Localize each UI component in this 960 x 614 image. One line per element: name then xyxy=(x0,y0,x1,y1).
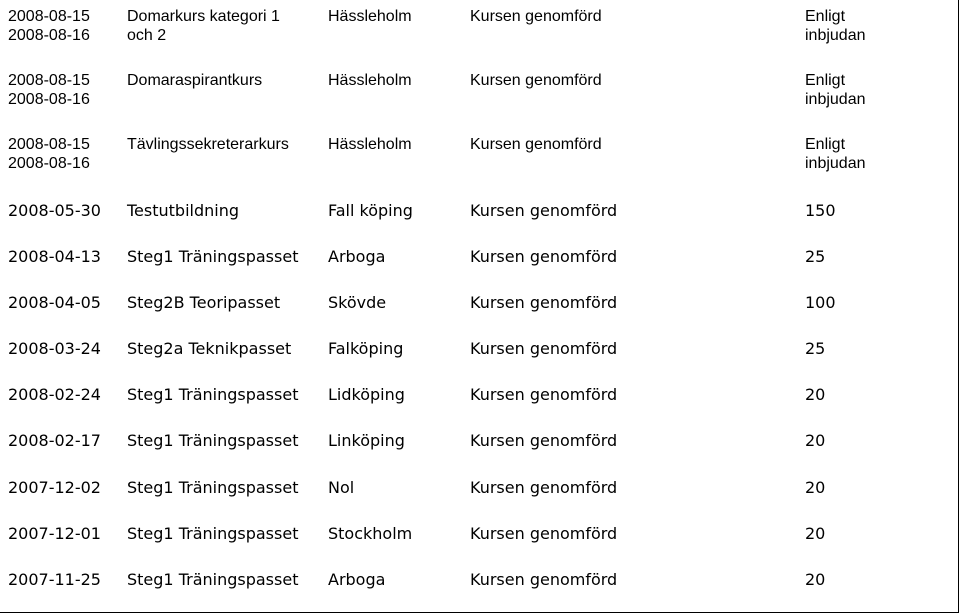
course-location: Fall köping xyxy=(328,201,413,220)
course-note: 150 xyxy=(805,201,836,220)
course-date: 2008-04-13 xyxy=(8,247,101,266)
course-name: Steg1 Träningspasset xyxy=(127,247,299,266)
course-location: Stockholm xyxy=(328,524,413,543)
course-location: Skövde xyxy=(328,293,387,312)
course-location: Arboga xyxy=(328,570,386,589)
course-status: Kursen genomförd xyxy=(470,478,618,497)
course-date: 2008-08-15 2008-08-16 xyxy=(8,72,90,108)
course-name: Steg1 Träningspasset xyxy=(127,385,299,404)
course-location: Nol xyxy=(328,478,355,497)
course-location: Linköping xyxy=(328,431,405,450)
course-note: Enligt inbjudan xyxy=(805,72,866,108)
course-note: Enligt inbjudan xyxy=(805,136,866,172)
course-location: Lidköping xyxy=(328,385,405,404)
course-note: 20 xyxy=(805,524,826,543)
course-status: Kursen genomförd xyxy=(470,570,618,589)
course-name: Testutbildning xyxy=(127,201,240,220)
course-name: Steg1 Träningspasset xyxy=(127,431,299,450)
course-name: Steg1 Träningspasset xyxy=(127,524,299,543)
course-location: Hässleholm xyxy=(328,72,412,89)
course-status: Kursen genomförd xyxy=(470,339,618,358)
course-location: Arboga xyxy=(328,247,386,266)
course-status: Kursen genomförd xyxy=(470,136,602,153)
course-name: Steg1 Träningspasset xyxy=(127,478,299,497)
course-name: Tävlingssekreterarkurs xyxy=(127,136,289,153)
course-status: Kursen genomförd xyxy=(470,293,618,312)
course-note: 20 xyxy=(805,431,826,450)
course-date: 2008-02-17 xyxy=(8,431,101,450)
course-name: Domaraspirantkurs xyxy=(127,72,263,89)
course-date: 2007-11-25 xyxy=(8,570,101,589)
course-name: Steg2B Teoripasset xyxy=(127,293,281,312)
course-date: 2008-03-24 xyxy=(8,339,101,358)
course-note: 100 xyxy=(805,293,836,312)
course-name: Steg2a Teknikpasset xyxy=(127,339,292,358)
course-status: Kursen genomförd xyxy=(470,8,602,25)
course-name: Domarkurs kategori 1 och 2 xyxy=(127,8,280,44)
course-note: 25 xyxy=(805,339,826,358)
course-status: Kursen genomförd xyxy=(470,431,618,450)
course-date: 2008-08-15 2008-08-16 xyxy=(8,136,90,172)
course-note: 20 xyxy=(805,385,826,404)
course-note: 20 xyxy=(805,478,826,497)
course-date: 2008-02-24 xyxy=(8,385,101,404)
course-date: 2008-04-05 xyxy=(8,293,101,312)
course-date: 2007-12-01 xyxy=(8,524,101,543)
course-status: Kursen genomförd xyxy=(470,72,602,89)
course-name: Steg1 Träningspasset xyxy=(127,570,299,589)
course-status: Kursen genomförd xyxy=(470,385,618,404)
course-date: 2007-12-02 xyxy=(8,478,101,497)
course-location: Hässleholm xyxy=(328,136,412,153)
course-note: Enligt inbjudan xyxy=(805,8,866,44)
course-status: Kursen genomförd xyxy=(470,247,618,266)
course-status: Kursen genomförd xyxy=(470,201,618,220)
course-date: 2008-08-15 2008-08-16 xyxy=(8,8,90,44)
course-location: Hässleholm xyxy=(328,8,412,25)
course-location: Falköping xyxy=(328,339,404,358)
course-note: 25 xyxy=(805,247,826,266)
course-status: Kursen genomförd xyxy=(470,524,618,543)
course-date: 2008-05-30 xyxy=(8,201,101,220)
course-note: 20 xyxy=(805,570,826,589)
